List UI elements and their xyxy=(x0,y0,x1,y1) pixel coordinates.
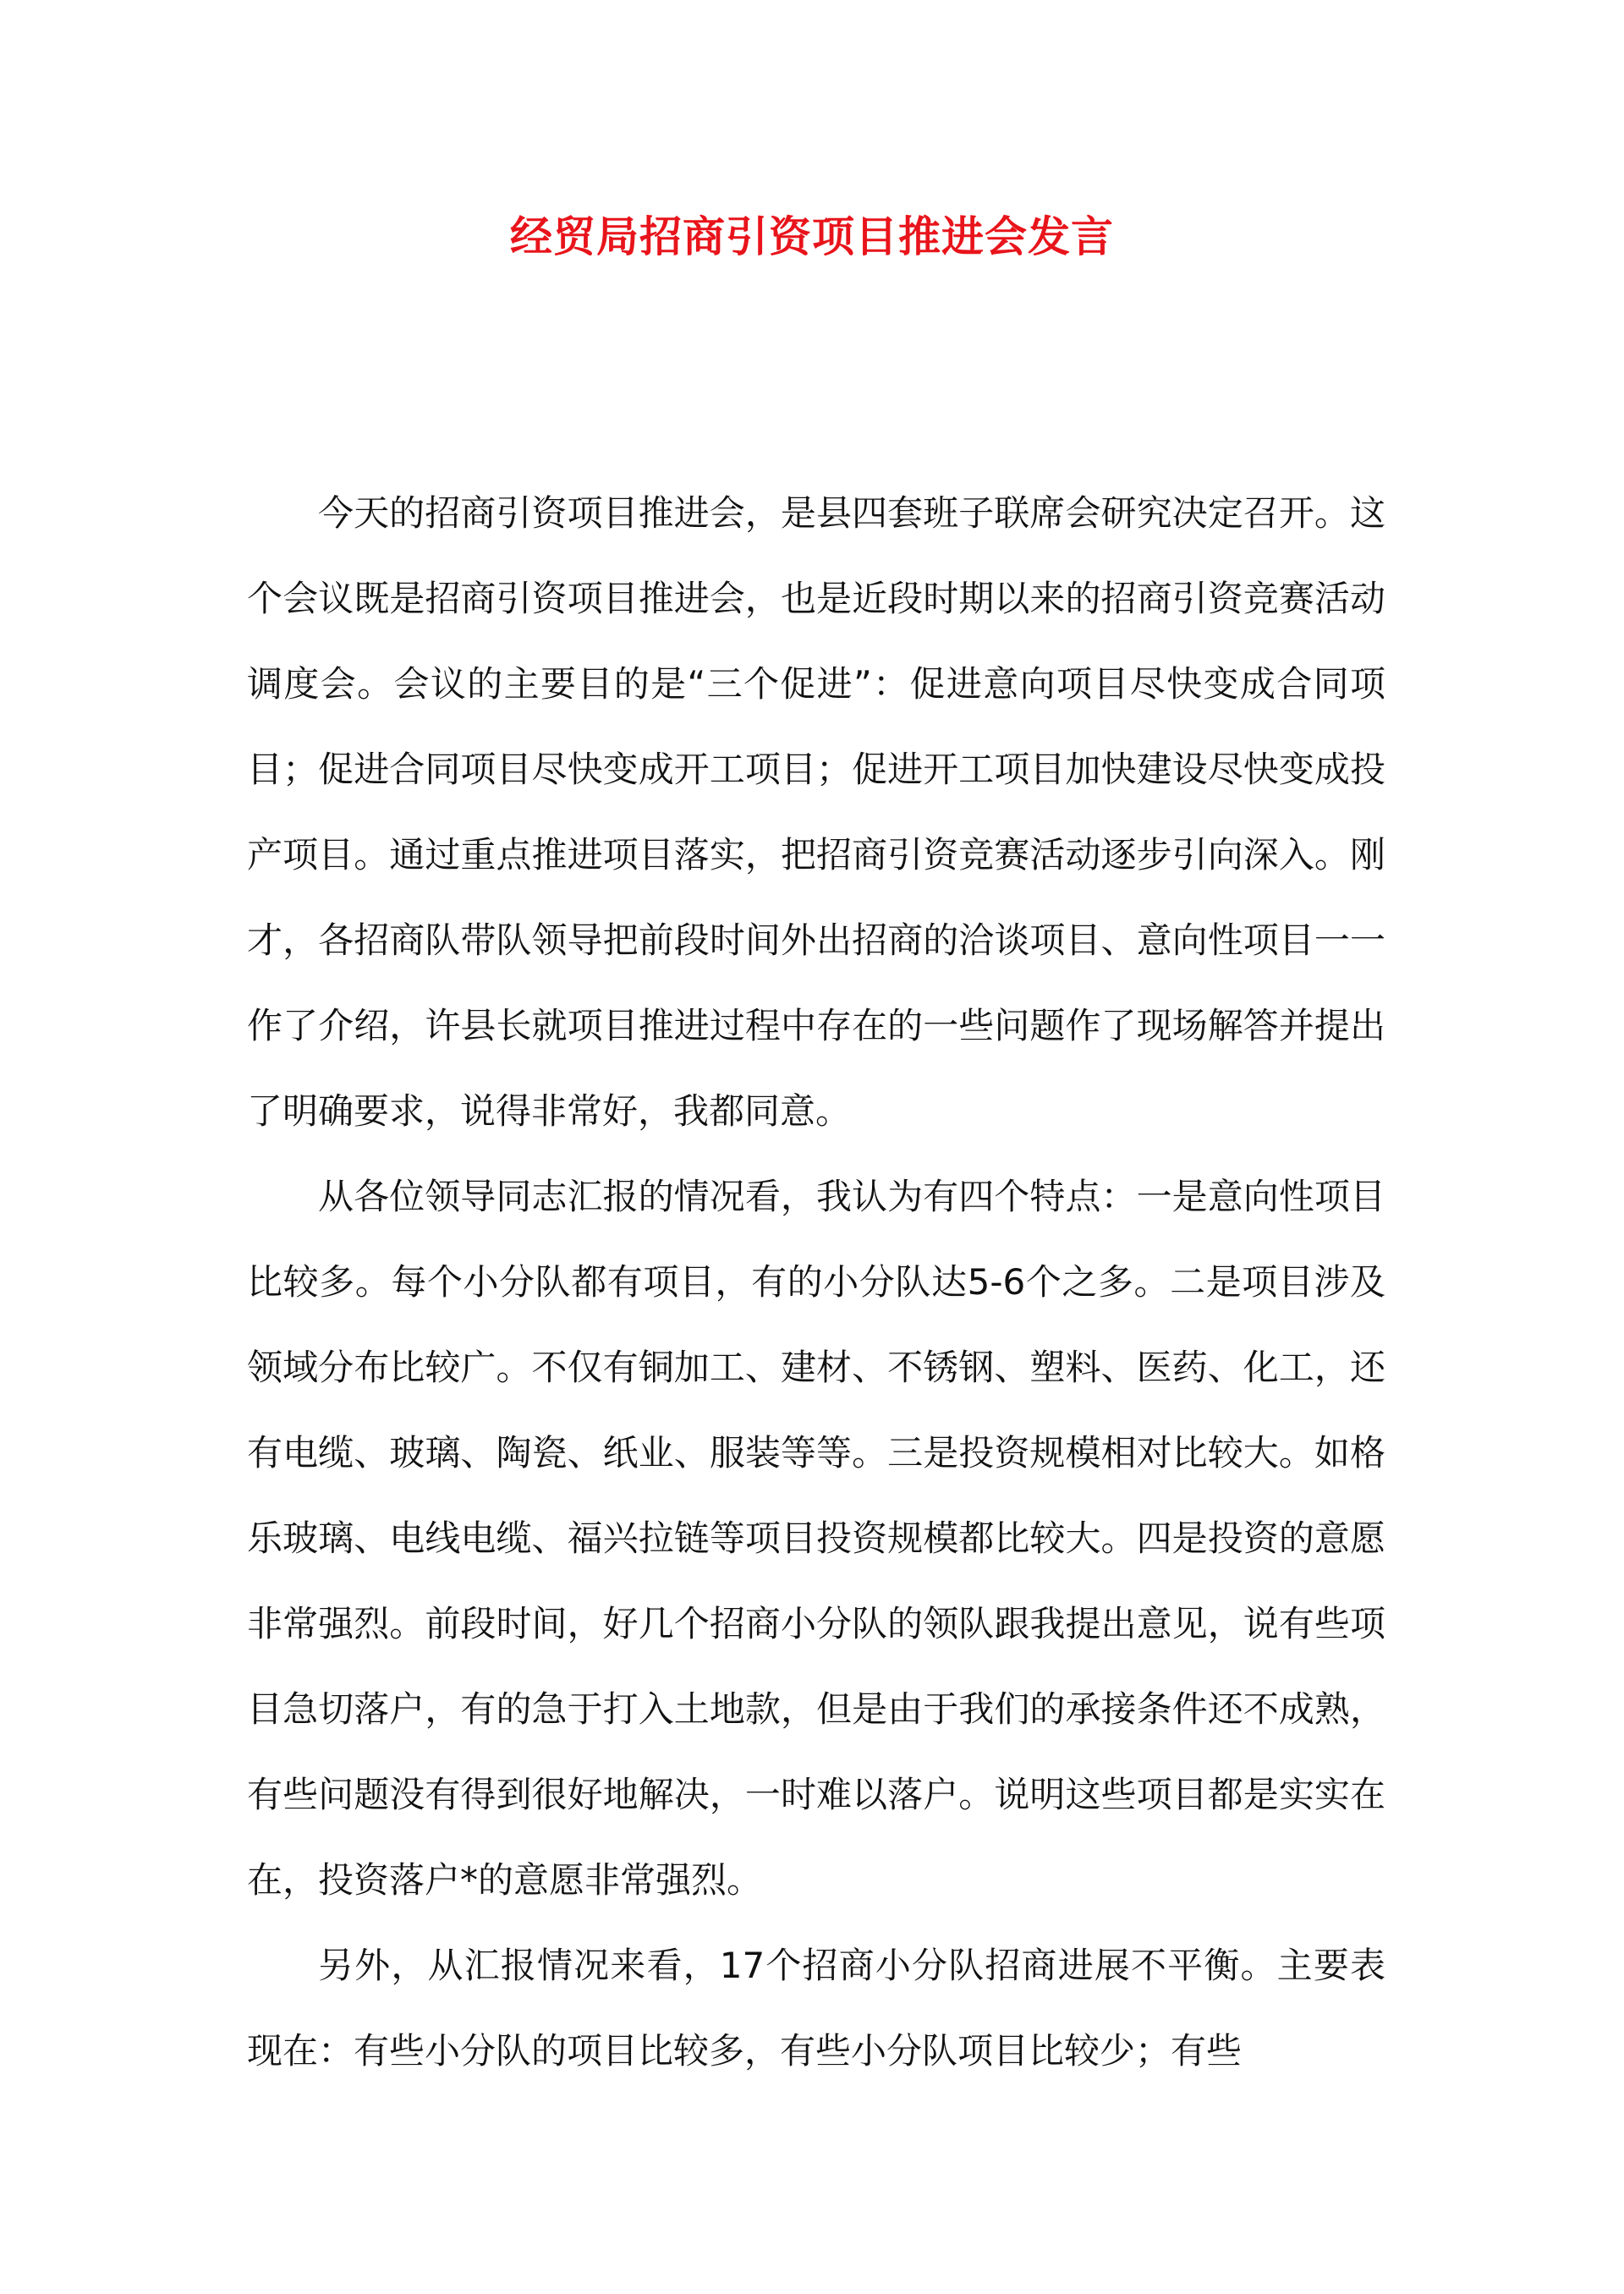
paragraph-2: 从各位领导同志汇报的情况看，我认为有四个特点：一是意向性项目比较多。每个小分队都有项目，有的小分队达5-6个之多。二是项目涉及领域分布比较广。不仅有铜加工、建材、不锈钢、塑料、医药、化工，还有电缆、玻璃、陶瓷、纸业、服装等等。三是投资规模相对比较大。如格乐玻璃、电线电缆、福兴拉链等项目投资规模都比较大。四是投资的意愿非常强烈。前段时间，好几个招商小分队的领队跟我提出意见，说有些项目急切落户，有的急于打入土地款，但是由于我们的承接条件还不成熟，有些问题没有得到很好地解决，一时难以落户。说明这些项目都是实实在在，投资落户*的意愿非常强烈。 xyxy=(247,1176,1385,1901)
paragraph-1: 今天的招商引资项目推进会，是县四套班子联席会研究决定召开。这个会议既是招商引资项目推进会，也是近段时期以来的招商引资竞赛活动调度会。会议的主要目的是“三个促进”：促进意向项目尽快变成合同项目；促进合同项目尽快变成开工项目；促进开工项目加快建设尽快变成投产项目。通过重点推进项目落实，把招商引资竞赛活动逐步引向深入。刚才，各招商队带队领导把前段时间外出招商的洽谈项目、意向性项目一一作了介绍，许县长就项目推进过程中存在的一些问题作了现场解答并提出了明确要求，说得非常好，我都同意。 xyxy=(247,492,1385,1132)
document-body xyxy=(247,470,1385,2094)
document-title: 经贸局招商引资项目推进会发言 xyxy=(510,211,1114,261)
paragraph-3: 另外，从汇报情况来看，17个招商小分队招商进展不平衡。主要表现在：有些小分队的项目比较多，有些小分队项目比较少；有些 xyxy=(247,1945,1385,2072)
